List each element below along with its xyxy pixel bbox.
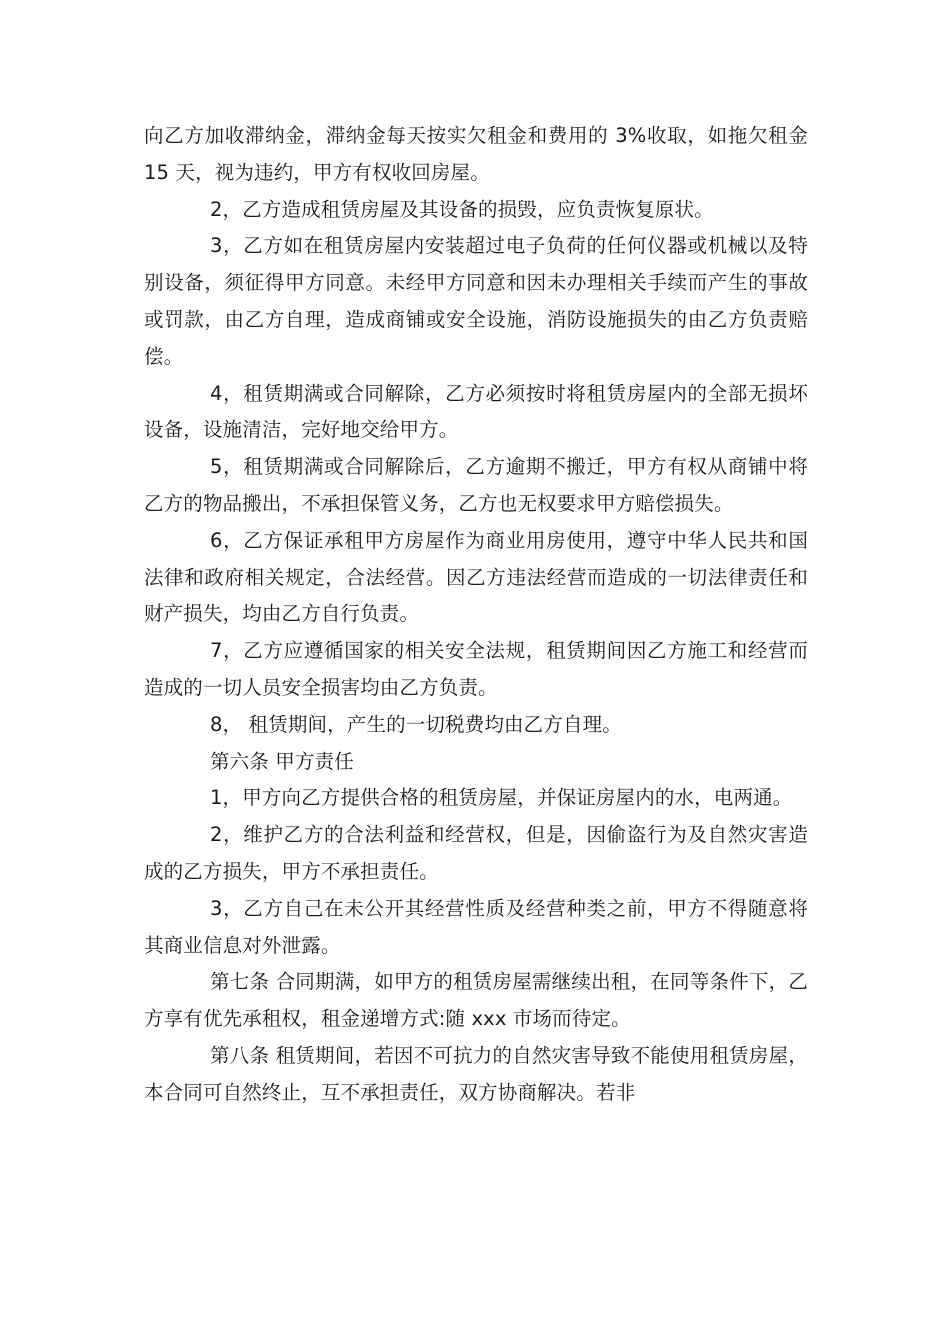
paragraph-article-6-clause-2: 2，维护乙方的合法利益和经营权，但是，因偷盗行为及自然灾害造成的乙方损失，甲方不承担责任。 — [144, 823, 808, 883]
paragraph-article-8: 第八条 租赁期间，若因不可抗力的自然灾害导致不能使用租赁房屋，本合同可自然终止，互不承担责任，双方协商解决。若非 — [144, 1043, 808, 1104]
paragraph-late-fee: 向乙方加收滞纳金，滞纳金每天按实欠租金和费用的 3%收取，如拖欠租金 15 天，视为违约，甲方有权收回房屋。 — [144, 124, 808, 184]
paragraph-clause-6-lawful-use: 6，乙方保证承租甲方房屋作为商业用房使用，遵守中华人民共和国法律和政府相关规定，合法经营。因乙方违法经营而造成的一切法律责任和财产损失，均由乙方自行负责。 — [144, 528, 808, 626]
paragraph-clause-3-equipment: 3，乙方如在租赁房屋内安装超过电子负荷的任何仪器或机械以及特别设备，须征得甲方同意。未经甲方同意和因未办理相关手续而产生的事故或罚款，由乙方自理，造成商铺或安全设施，消防设施损失的由乙方负责赔偿。 — [144, 234, 808, 368]
paragraph-clause-5-overstay: 5，租赁期满或合同解除后，乙方逾期不搬迁，甲方有权从商铺中将乙方的物品搬出，不承担保管义务，乙方也无权要求甲方赔偿损失。 — [144, 455, 808, 515]
paragraph-article-7: 第七条 合同期满，如甲方的租赁房屋需继续出租，在同等条件下，乙方享有优先承租权，租金递增方式:随 xxx 市场而待定。 — [144, 970, 808, 1031]
paragraph-article-6-clause-1: 1，甲方向乙方提供合格的租赁房屋，并保证房屋内的水，电两通。 — [210, 786, 793, 810]
paragraph-clause-8-taxes: 8， 租赁期间，产生的一切税费均由乙方自理。 — [210, 712, 622, 736]
paragraph-clause-2-damage: 2，乙方造成租赁房屋及其设备的损毁，应负责恢复原状。 — [210, 197, 714, 221]
paragraph-clause-4-return: 4，租赁期满或合同解除，乙方必须按时将租赁房屋内的全部无损坏设备，设施清洁，完好地交给甲方。 — [144, 381, 808, 442]
paragraph-clause-7-safety: 7，乙方应遵循国家的相关安全法规，租赁期间因乙方施工和经营而造成的一切人员安全损害均由乙方负责。 — [144, 639, 808, 699]
section-heading-article-6: 第六条 甲方责任 — [210, 749, 354, 773]
paragraph-article-6-clause-3: 3，乙方自己在未公开其经营性质及经营种类之前，甲方不得随意将其商业信息对外泄露。 — [144, 896, 808, 957]
document-body — [144, 118, 808, 1112]
